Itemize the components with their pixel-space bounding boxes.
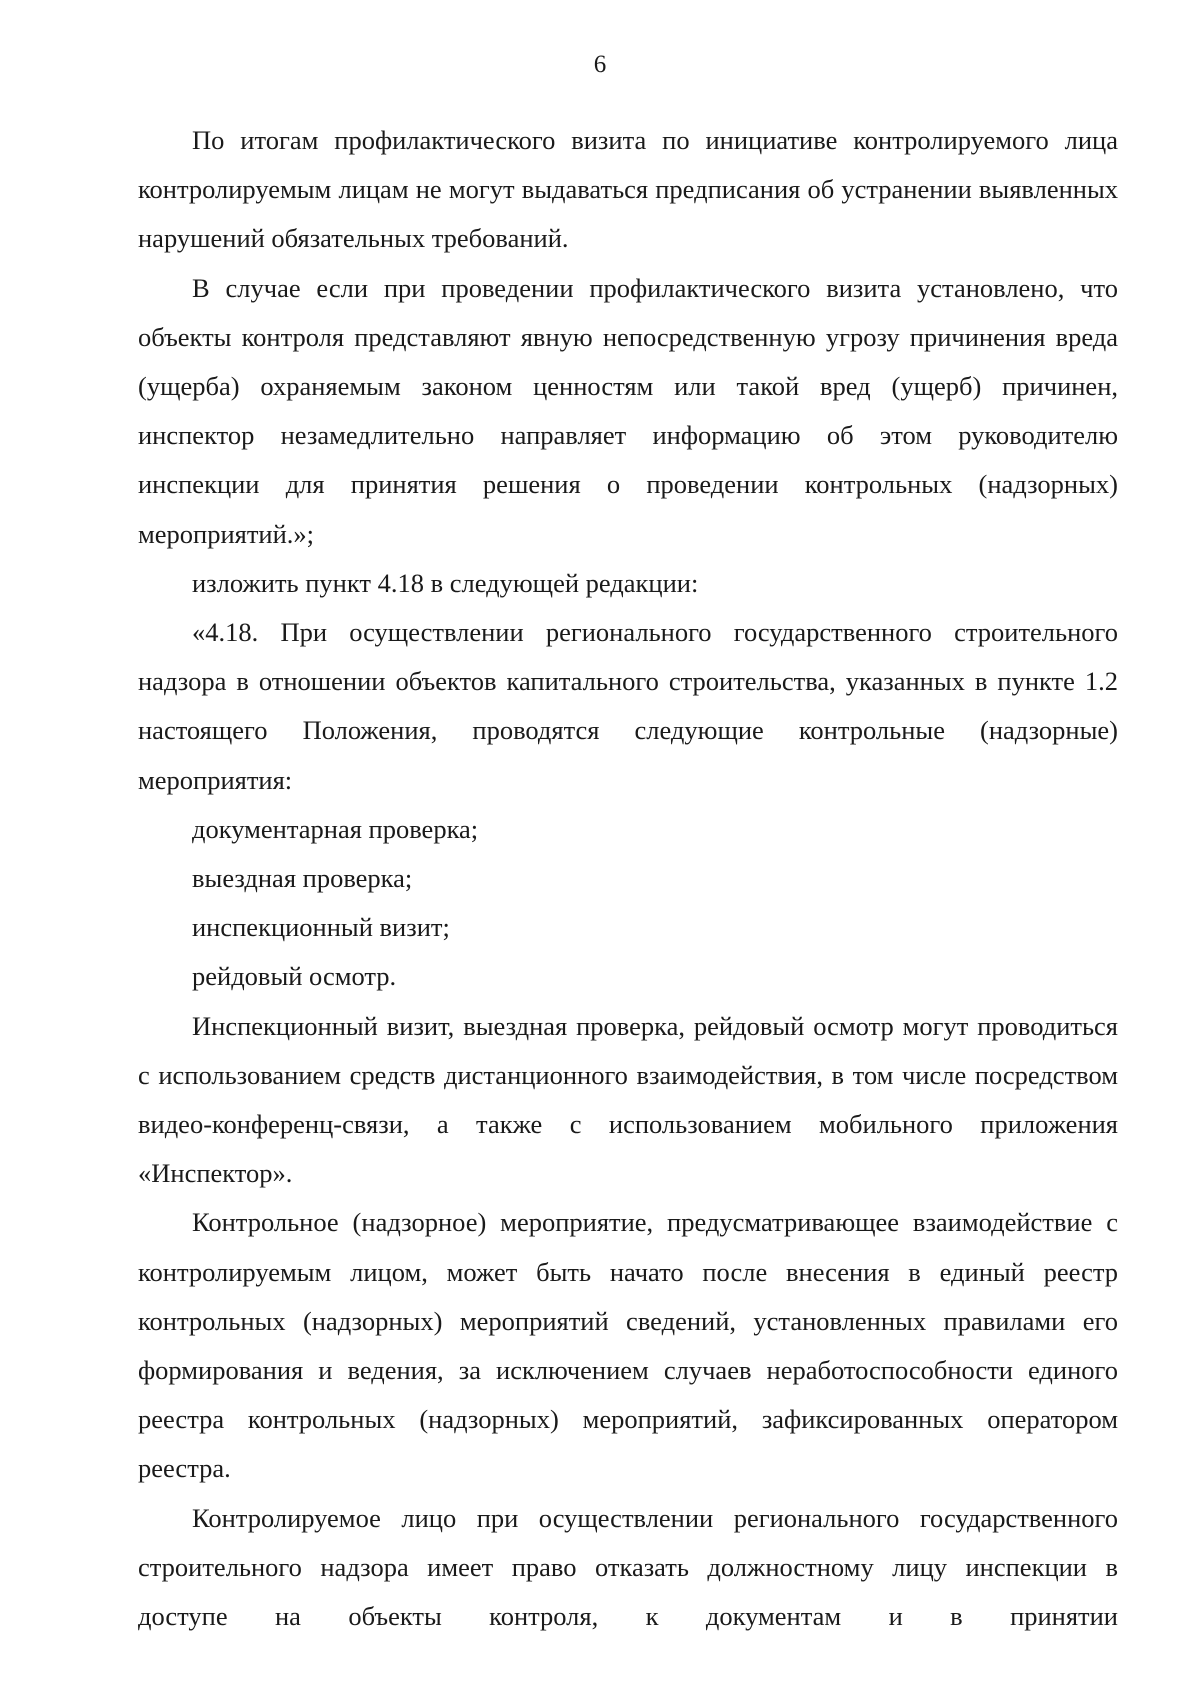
- paragraph-threat-case: В случае если при проведении профилактического визита установлено, что объекты контроля представляют явную непосредственную угрозу причинения вреда (ущерба) охраняемым законом ценностям или такой вред (ущерб) причинен, инспектор незамедлительно направляет информацию об этом руководителю инспекции для принятия решения о проведении контрольных (надзорных) мероприятий.»;: [138, 272, 1118, 549]
- list-item-documentary-check: документарная проверка;: [192, 813, 479, 844]
- paragraph-amend-instruction: изложить пункт 4.18 в следующей редакции:: [192, 567, 699, 598]
- paragraph-inspection-result: По итогам профилактического визита по инициативе контролируемого лица контролируемым лицам не могут выдаваться предписания об устранении выявленных нарушений обязательных требований.: [138, 125, 1118, 254]
- paragraph-refusal-right: Контролируемое лицо при осуществлении регионального государственного строительного надзора имеет право отказать должностному лицу инспекции в доступе на объекты контроля, к документам и в принятии: [138, 1502, 1118, 1632]
- page-number: 6: [593, 51, 607, 78]
- paragraph-clause-4-18: «4.18. При осуществлении регионального государственного строительного надзора в отношении объектов капитального строительства, указанных в пункте 1.2 настоящего Положения, проводятся следующие контрольные (надзорные) мероприятия:: [138, 617, 1118, 795]
- paragraph-registry-requirement: Контрольное (надзорное) мероприятие, предусматривающее взаимодействие с контролируемым лицом, может быть начато после внесения в единый реестр контрольных (надзорных) мероприятий сведений, установленных правилами его формирования и ведения, за исключением случаев неработоспособности единого реестра контрольных (надзорных) мероприятий, зафиксированных оператором реестра.: [138, 1207, 1118, 1484]
- list-item-field-check: выездная проверка;: [192, 863, 413, 894]
- list-item-raid-inspection: рейдовый осмотр.: [192, 961, 397, 992]
- document-body: [138, 116, 1118, 1641]
- paragraph-remote-interaction: Инспекционный визит, выездная проверка, рейдовый осмотр могут проводиться с использованием средств дистанционного взаимодействия, в том числе посредством видео-конференц-связи, а также с использованием мобильного приложения «Инспектор».: [138, 1010, 1118, 1189]
- list-item-inspection-visit: инспекционный визит;: [192, 912, 450, 943]
